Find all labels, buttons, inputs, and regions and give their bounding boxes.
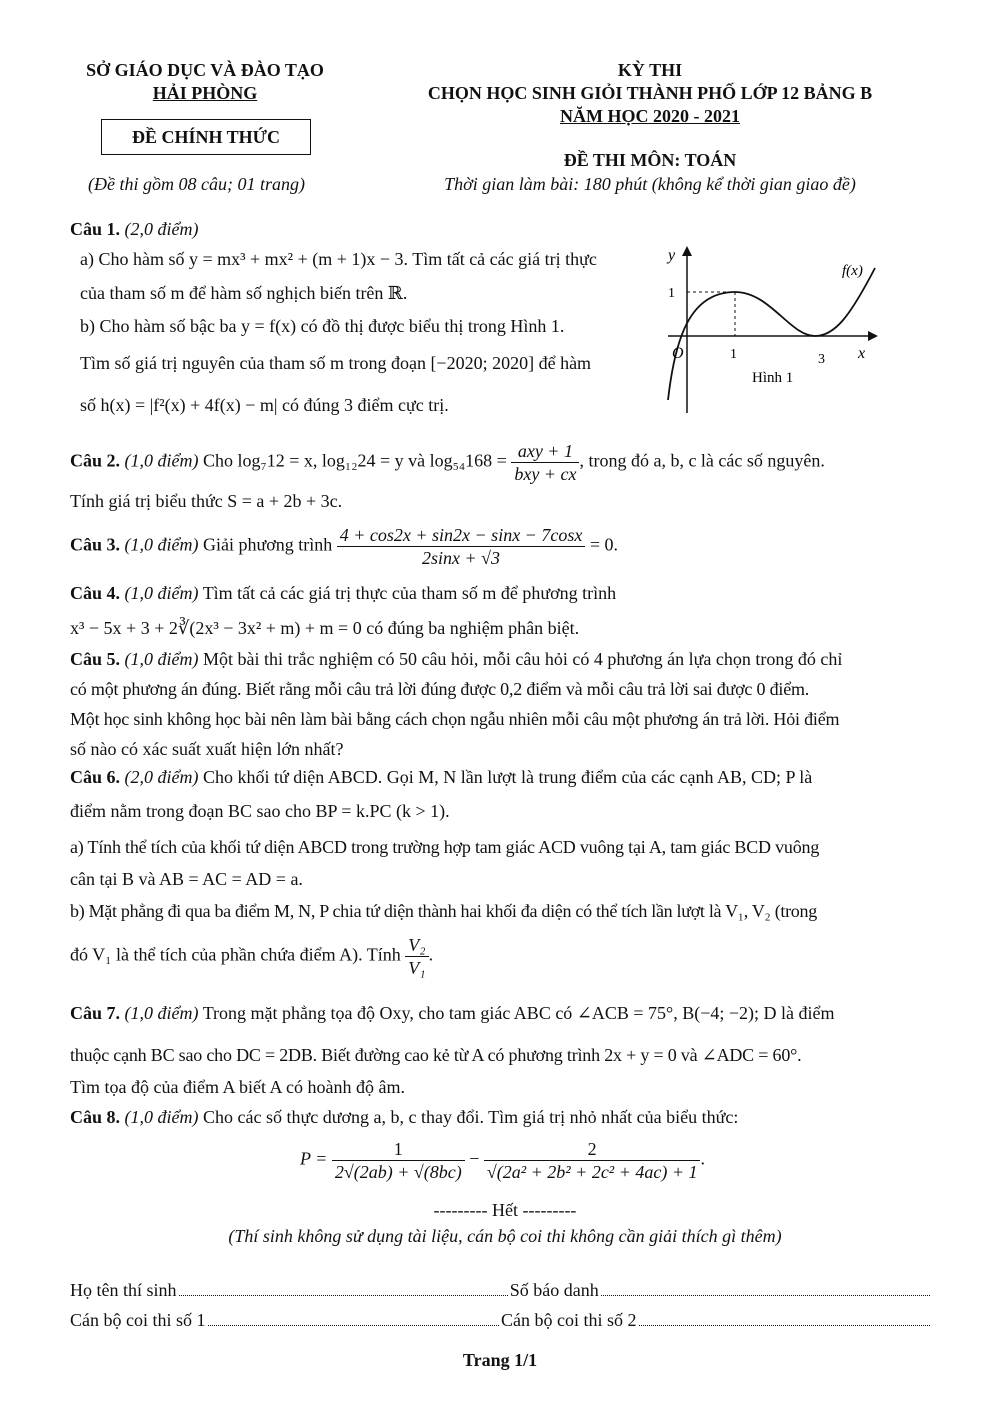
q5-line4: số nào có xác suất xuất hiện lớn nhất? [70,739,344,759]
q2-label: Câu 2. [70,450,121,471]
q2-points: (1,0 điểm) [124,450,199,471]
q8-line1 [70,1104,940,1130]
q3-numerator: 4 + cos2x + sin2x − sinx − 7cosx [337,524,586,547]
q6-points: (2,0 điểm) [124,767,199,787]
q2-line2: Tính giá trị biểu thức S = a + 2b + 3c. [70,491,343,511]
q7-line2: thuộc cạnh BC sao cho DC = 2DB. Biết đường cao kẻ từ A có phương trình 2x + y = 0 và ∠ADC = 60°. [70,1045,802,1065]
candidate-name-blank[interactable] [179,1295,508,1296]
candidate-note: (Thí sinh không sử dụng tài liệu, cán bộ coi thi không cần giải thích gì thêm) [228,1226,782,1246]
q1-b-line3: số h(x) = |f²(x) + 4f(x) − m| có đúng 3 điểm cực trị. [80,395,449,415]
q4-line1 [70,580,940,606]
q2-fraction [511,440,579,485]
exam-title: KỲ THI [617,60,683,80]
proctor-2-label: Cán bộ coi thi số 2 [501,1310,637,1330]
x-axis-label: x [858,345,866,362]
q6-line2: điểm nằm trong đoạn BC sao cho BP = k.PC (k > 1). [70,801,450,821]
q6-line1 [70,764,940,790]
q5-label: Câu 5. [70,649,121,669]
q6-volume-ratio [405,934,428,979]
q5-line1 [70,646,940,672]
q8-text: Cho các số thực dương a, b, c thay đổi. Tìm giá trị nhỏ nhất của biểu thức: [203,1107,739,1127]
page-count-note: (Đề thi gồm 08 câu; 01 trang) [88,174,305,194]
q4-label: Câu 4. [70,583,121,603]
exam-subtitle: CHỌN HỌC SINH GIỎI THÀNH PHỐ LỚP 12 BẢNG B [427,83,873,103]
q7-line3: Tìm tọa độ của điểm A biết A có hoành độ âm. [70,1077,405,1097]
q1-a-line2: của tham số m để hàm số nghịch biến trên ℝ. [80,283,408,303]
q8-fraction-1 [332,1138,465,1183]
q6-a-line2: cân tại B và AB = AC = AD = a. [70,869,303,889]
candidate-number-label: Số báo danh [509,1280,599,1300]
q3-line [70,524,940,569]
q6-ratio-numerator: V₂ [405,934,428,957]
q5-line3: Một học sinh không học bài nên làm bài bằng cách chọn ngẫu nhiên mỗi câu một phương án trả lời. Hỏi điểm [70,709,840,729]
proctor-row [70,1310,930,1331]
q3-points: (1,0 điểm) [124,534,199,555]
q8-denominator-2: √(2a² + 2b² + 2c² + 4ac) + 1 [486,1162,698,1182]
q2-line1 [70,440,940,485]
q7-points: (1,0 điểm) [124,1003,199,1023]
q6-a-line1: a) Tính thể tích của khối tứ diện ABCD trong trường hợp tam giác ACD vuông tại A, tam giác BCD vuông [70,837,820,857]
q5-points: (1,0 điểm) [124,649,199,669]
function-graph-figure [650,238,900,418]
q4-points: (1,0 điểm) [124,583,199,603]
q2-text-pre: Cho log₇12 = x, log₁₂24 = y và log₅₄168 = [203,450,507,471]
q6-label: Câu 6. [70,767,121,787]
figure-caption: Hình 1 [752,370,794,386]
x-tick-3: 3 [818,352,825,367]
q2-text-post: , trong đó a, b, c là các số nguyên. [579,450,825,471]
q6-b-line1: b) Mặt phẳng đi qua ba điểm M, N, P chia tứ diện thành hai khối đa diện có thể tích lần lượt là V₁, V₂ (trong [70,901,817,921]
q4-text: Tìm tất cả các giá trị thực của tham số m để phương trình [202,583,617,603]
q6-text: Cho khối tứ diện ABCD. Gọi M, N lần lượt là trung điểm của các cạnh AB, CD; P là [203,767,813,787]
q1-b-line1: b) Cho hàm số bậc ba y = f(x) có đồ thị được biểu thị trong Hình 1. [80,316,565,336]
official-box: ĐỀ CHÍNH THỨC [101,119,311,155]
city-name: HẢI PHÒNG [152,83,258,103]
q8-points: (1,0 điểm) [124,1107,199,1127]
q1-points: (2,0 điểm) [124,219,199,239]
q6-b-text-pre: đó V₁ là thể tích của phần chứa điểm A). Tính [70,944,401,965]
y-axis-label: y [668,247,676,264]
q2-denominator: bxy + cx [514,464,577,484]
end-marker: --------- Hết --------- [433,1200,577,1220]
school-year: NĂM HỌC 2020 - 2021 [560,106,740,126]
curve-label: f(x) [842,263,863,279]
proctor-2-blank[interactable] [639,1325,931,1326]
candidate-name-label: Họ tên thí sinh [70,1280,177,1300]
q8-fraction-2 [484,1138,701,1183]
q3-text-post: = 0. [589,534,618,555]
x-tick-1: 1 [730,347,737,362]
candidate-number-blank[interactable] [601,1295,930,1296]
proctor-1-blank[interactable] [208,1325,500,1326]
q7-label: Câu 7. [70,1003,121,1023]
q5-text: Một bài thi trắc nghiệm có 50 câu hỏi, mỗi câu hỏi có 4 phương án lựa chọn trong đó chỉ [203,649,843,669]
q8-label: Câu 8. [70,1107,121,1127]
time-limit: Thời gian làm bài: 180 phút (không kể thời gian giao đề) [444,174,856,194]
q7-line1 [70,1000,940,1026]
q4-line2: x³ − 5x + 3 + 2∛(2x³ − 3x² + m) + m = 0 có đúng ba nghiệm phân biệt. [70,618,580,638]
x-axis [668,331,878,341]
q6-ratio-denominator: V₁ [408,958,426,978]
subject: ĐỀ THI MÔN: TOÁN [563,150,737,170]
proctor-1-label: Cán bộ coi thi số 1 [70,1310,206,1330]
q7-text: Trong mặt phẳng tọa độ Oxy, cho tam giác ABC có ∠ACB = 75°, B(−4; −2); D là điểm [202,1003,835,1023]
q8-numerator-1: 1 [332,1138,465,1161]
q8-numerator-2: 2 [484,1138,701,1161]
q8-formula-post: . [700,1148,705,1169]
q8-formula [300,1138,705,1183]
y-tick-1: 1 [668,286,675,301]
department-name: SỞ GIÁO DỤC VÀ ĐÀO TẠO [86,60,324,80]
q5-line2: có một phương án đúng. Biết rằng mỗi câu trả lời đúng được 0,2 điểm và mỗi câu trả lời sai được 0 điểm. [70,679,810,699]
q3-label: Câu 3. [70,534,121,555]
q2-numerator: axy + 1 [511,440,579,463]
q1-b-line2: Tìm số giá trị nguyên của tham số m trong đoạn [−2020; 2020] để hàm [80,353,592,373]
q1-a-line1: a) Cho hàm số y = mx³ + mx² + (m + 1)x − 3. Tìm tất cả các giá trị thực [80,249,597,269]
q6-b-text-post: . [428,944,434,965]
q3-denominator: 2sinx + √3 [422,548,501,568]
candidate-info-row [70,1280,930,1301]
q1-label: Câu 1. [70,219,121,239]
q3-text-pre: Giải phương trình [203,534,333,555]
origin-label: O [672,345,684,362]
page-number: Trang 1/1 [462,1350,538,1370]
q3-fraction [337,524,586,569]
q8-formula-pre: P = [300,1148,328,1169]
q6-b-line2 [70,934,940,979]
q8-denominator-1: 2√(2ab) + √(8bc) [334,1162,462,1182]
q8-minus: − [469,1148,480,1169]
